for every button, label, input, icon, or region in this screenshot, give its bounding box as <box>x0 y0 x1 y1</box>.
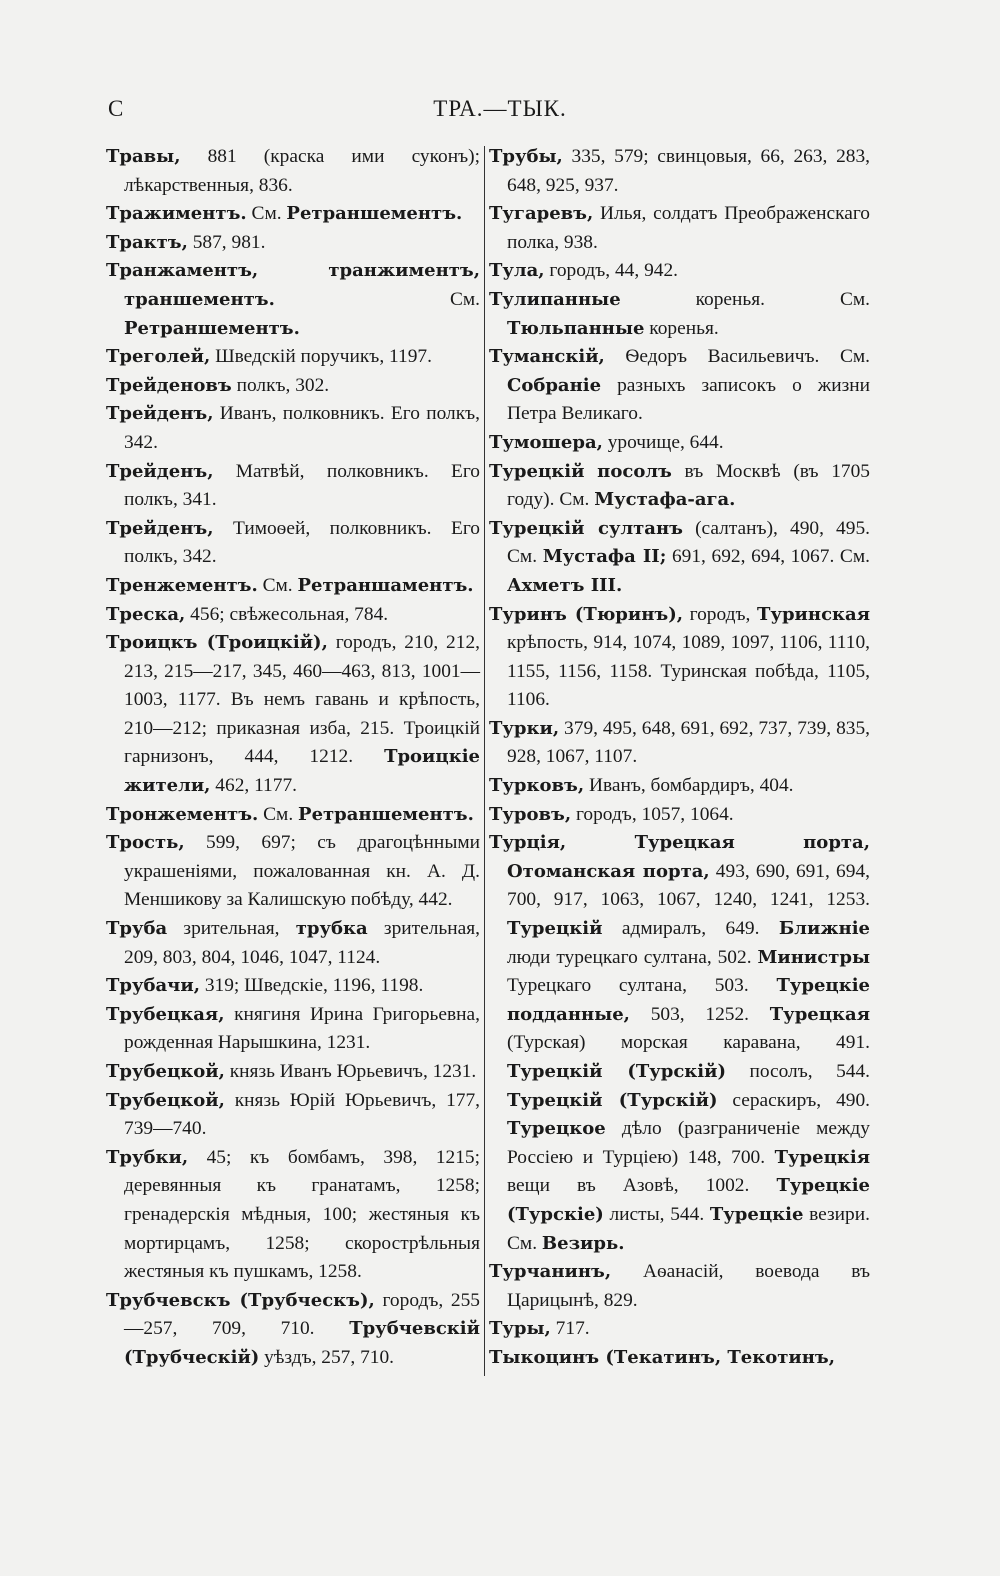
entry-term: Турецкій (Турскій) <box>507 1089 718 1111</box>
entry-term: Трубецкая, <box>106 1003 225 1025</box>
entry-term: Турецкій (Турскій) <box>507 1061 726 1082</box>
entry-term: Троицкъ (Троицкій), <box>106 632 328 654</box>
entry-term: Ретраншементъ. <box>298 803 474 825</box>
entry-text: См. <box>258 803 299 825</box>
entry-text: Матвѣй, полковникъ. Его полкъ, 341. <box>124 460 480 511</box>
entry-term: трубка <box>295 918 368 940</box>
entry-text: городъ, 1057, 1064. <box>571 803 734 825</box>
entry-text: разныхъ записокъ о жизни Петра Великаго. <box>507 374 870 425</box>
entry-term: Турки, <box>489 717 560 739</box>
index-entry <box>489 257 870 286</box>
entry-term: Ретраншаментъ. <box>297 574 474 596</box>
entry-term: Турецкіе подданные, <box>507 975 870 1025</box>
entry-text: урочище, 644. <box>602 431 724 453</box>
entry-term: Ближніе <box>778 918 870 940</box>
entry-term: Тула, <box>489 260 545 282</box>
entry-term: Турецкіе <box>709 1203 804 1225</box>
index-entry <box>489 343 870 429</box>
index-entry <box>106 829 480 915</box>
entry-text: коренья. <box>644 317 719 339</box>
index-entry <box>106 200 480 229</box>
entry-text: городъ, 44, 942. <box>544 260 678 282</box>
entry-text: вещи въ Азовѣ, 1002. <box>507 1175 777 1197</box>
entry-text: 462, 1177. <box>210 775 297 797</box>
entry-term: Турецкій <box>507 918 603 940</box>
entry-text: Илья, солдатъ Преображенскаго полка, 938. <box>507 203 870 253</box>
entry-text: См. <box>274 288 480 310</box>
entry-text: См. <box>257 574 298 596</box>
index-entry <box>106 515 480 572</box>
entry-text: городъ, <box>682 603 758 625</box>
index-entry <box>489 458 870 515</box>
entry-term: Трактъ, <box>106 231 188 253</box>
page-number: C <box>108 96 124 121</box>
entry-text: князь Иванъ Юрьевичъ, 1231. <box>224 1061 477 1082</box>
entry-text: везири. См. <box>507 1203 870 1254</box>
entry-text: 587, 981. <box>187 231 266 253</box>
entry-text: зрительная, <box>167 918 296 940</box>
entry-term: Ахметъ III. <box>507 574 623 596</box>
index-entry <box>489 1258 870 1315</box>
entry-term: Трубецкой, <box>106 1061 225 1082</box>
index-entry <box>489 1315 870 1344</box>
entry-term: Тражиментъ. <box>106 203 247 225</box>
entry-term: Трейденъ, <box>106 517 214 539</box>
index-entry <box>489 829 870 1258</box>
index-entry <box>106 1001 480 1058</box>
entry-text: 599, 697; съ драгоцѣнными украшеніями, пожалованная кн. А. Д. Меншикову за Калишскую побѣду, 442. <box>124 832 480 911</box>
index-entry <box>106 458 480 515</box>
entry-term: Тулипанные <box>489 288 621 310</box>
index-entry <box>106 1144 480 1287</box>
index-entry <box>106 629 480 801</box>
entry-term: Ретраншементъ. <box>286 203 463 225</box>
entry-term: Трейденъ, <box>106 403 214 425</box>
index-entry <box>489 286 870 343</box>
index-entry <box>106 1058 480 1087</box>
index-entry <box>489 515 870 601</box>
entry-term: Тумошера, <box>489 431 603 453</box>
entry-term: Туринъ (Тюринъ), <box>489 603 683 625</box>
entry-term: Мустафа-ага. <box>594 489 736 511</box>
entry-text: 379, 495, 648, 691, 692, 737, 739, 835, 928, 1067, 1107. <box>507 717 870 768</box>
index-entry <box>489 200 870 257</box>
entry-text: Ѳедоръ Васильевичъ. См. <box>604 346 870 368</box>
entry-term: Тюльпанные <box>507 317 645 339</box>
entry-text: Иванъ, бомбардиръ, 404. <box>584 775 794 797</box>
entry-text: Иванъ, полковникъ. Его полкъ, 342. <box>124 403 480 453</box>
entry-term: Тугаревъ, <box>489 203 594 225</box>
entry-text: 456; свѣжесольная, 784. <box>185 603 389 625</box>
entry-text: 45; къ бомбамъ, 398, 1215; деревянныя къ гранатамъ, 1258; гренадерскія мѣдныя, 100; жестяныя къ мортирцамъ, 1258; скорострѣльныя жестяныя къ пушкамъ, 1258. <box>124 1146 480 1283</box>
entry-term: Трубки, <box>106 1146 189 1168</box>
entry-term: Тренжементъ. <box>106 574 258 596</box>
entry-term: Турецкій <box>489 460 585 482</box>
entry-text: городъ, 255—257, 709, 710. <box>124 1289 480 1340</box>
entry-text: адмиралъ, 649. <box>602 918 779 940</box>
index-entry <box>489 429 870 458</box>
entry-text: листы, 544. <box>603 1203 710 1225</box>
entry-term: Ретраншементъ. <box>124 317 300 339</box>
entry-term: Трейденовъ <box>106 374 232 396</box>
entry-term: Турецкое <box>507 1118 606 1140</box>
entry-term: Турецкій султанъ <box>489 517 683 539</box>
entry-term: Турчанинъ, <box>489 1261 612 1283</box>
entry-text: посолъ, 544. <box>726 1061 870 1082</box>
entry-term: Трубы, <box>489 146 563 167</box>
entry-term: Турковъ, <box>489 775 585 797</box>
entry-term: Везирь. <box>541 1232 625 1254</box>
index-entry <box>106 1087 480 1144</box>
entry-text: крѣпость, 914, 1074, 1089, 1097, 1106, 1110, 1155, 1156, 1158. Туринская побѣда, 1105, 1106. <box>507 632 870 711</box>
entry-term: Туры, <box>489 1318 551 1340</box>
index-entry <box>106 601 480 630</box>
entry-text: 717. <box>550 1318 590 1340</box>
entry-text: княгиня Ирина Григорьевна, рожденная Нарышкина, 1231. <box>124 1003 480 1054</box>
column-divider <box>484 146 485 1376</box>
index-entry <box>489 801 870 830</box>
entry-text: 335, 579; свинцовыя, 66, 263, 283, 648, 925, 937. <box>507 146 870 196</box>
entry-term: Труба <box>106 918 168 940</box>
entry-text: городъ, 210, 212, 213, 215—217, 345, 460—463, 813, 1001—1003, 1177. Въ немъ гавань и крѣпость, 210—212; приказная изба, 215. Троицкій гарнизонъ, 444, 1212. <box>124 632 480 768</box>
entry-term: Трейденъ, <box>106 460 214 482</box>
index-entry <box>489 601 870 715</box>
index-entry <box>106 1287 480 1373</box>
entry-term: Министры <box>757 946 870 968</box>
entry-term: Тронжементъ. <box>106 803 259 825</box>
entry-term: Турецкія <box>774 1146 870 1168</box>
entry-text: полкъ, 302. <box>231 374 330 396</box>
entry-term: Травы, <box>106 146 181 167</box>
entry-text: уѣздъ, 257, 710. <box>259 1346 395 1368</box>
entry-text: въ Москвѣ (въ 1705 году). См. <box>507 460 870 511</box>
entry-term: Трость, <box>106 832 185 854</box>
entry-text: Тимоѳей, полковникъ. Его полкъ, 342. <box>124 517 480 568</box>
entry-term: Турецкіе (Турскіе) <box>507 1175 870 1225</box>
index-entry <box>106 915 480 972</box>
index-entry <box>106 372 480 401</box>
index-entry <box>489 1344 870 1373</box>
index-column-left <box>106 143 480 1373</box>
index-entry <box>106 972 480 1001</box>
entry-text: 503, 1252. <box>629 1003 770 1025</box>
entry-term: Транжаментъ, транжиментъ, траншементъ. <box>106 260 480 310</box>
entry-term: Трубчевскій (Трубческій) <box>124 1318 480 1368</box>
index-entry <box>106 801 480 830</box>
index-entry <box>106 143 480 200</box>
entry-term: Мустафа II; <box>542 546 667 568</box>
index-entry <box>106 229 480 258</box>
index-column-right <box>489 143 870 1373</box>
entry-term: Троицкіе жители, <box>124 746 480 797</box>
entry-text: Шведскій поручикъ, 1197. <box>210 346 432 368</box>
entry-text: 319; Шведскіе, 1196, 1198. <box>199 975 424 997</box>
index-entry <box>489 715 870 772</box>
entry-term: Трубецкой, <box>106 1089 225 1111</box>
entry-text: 493, 690, 691, 694, 700, 917, 1063, 1067, 1240, 1241, 1253. <box>507 860 870 911</box>
entry-text: См. <box>246 203 287 225</box>
entry-text: дѣло (разграниченіе между Россіею и Турціею) 148, 700. <box>507 1118 870 1168</box>
index-entry <box>106 572 480 601</box>
index-entry <box>106 343 480 372</box>
entry-text: 881 (краска ими суконъ); лѣкарственныя, 836. <box>124 146 480 196</box>
entry-text: люди турецкаго султана, 502. <box>507 946 758 968</box>
entry-text <box>584 461 597 482</box>
entry-term: посолъ <box>597 460 672 482</box>
entry-text: (салтанъ), 490, 495. См. <box>507 517 870 568</box>
entry-text: коренья. См. <box>620 288 870 310</box>
entry-term: Туровъ, <box>489 803 572 825</box>
entry-term: Турція, Турецкая порта, Отоманская порта, <box>489 832 870 882</box>
entry-term: Туманскій, <box>489 346 605 368</box>
entry-term: Трубачи, <box>106 975 200 997</box>
entry-term: Трубчевскъ (Трубческъ), <box>106 1289 375 1311</box>
running-head: ТРА.—ТЫК. <box>433 96 567 121</box>
index-entry <box>489 772 870 801</box>
entry-term: Собраніе <box>507 374 602 396</box>
entry-term: Турецкая <box>769 1003 870 1025</box>
index-entry <box>489 143 870 200</box>
entry-term: Треска, <box>106 603 186 625</box>
entry-term: Тыкоцинъ (Текатинъ, Текотинъ, <box>489 1346 835 1368</box>
index-entry <box>106 257 480 343</box>
entry-text: 691, 692, 694, 1067. См. <box>666 546 870 568</box>
entry-text: князь Юрій Юрьевичъ, 177, 739—740. <box>124 1089 480 1140</box>
entry-text: (Турская) морская каравана, 491. <box>507 1032 870 1054</box>
entry-term: Треголей, <box>106 346 211 368</box>
index-entry <box>106 400 480 457</box>
entry-term: Туринская <box>757 603 870 625</box>
entry-text: сераскиръ, 490. <box>717 1089 871 1111</box>
entry-text: зрительная, 209, 803, 804, 1046, 1047, 1124. <box>124 918 480 968</box>
entry-text: Аѳанасій, воевода въ Царицынѣ, 829. <box>507 1261 870 1311</box>
entry-text: Турецкаго султана, 503. <box>507 975 777 997</box>
